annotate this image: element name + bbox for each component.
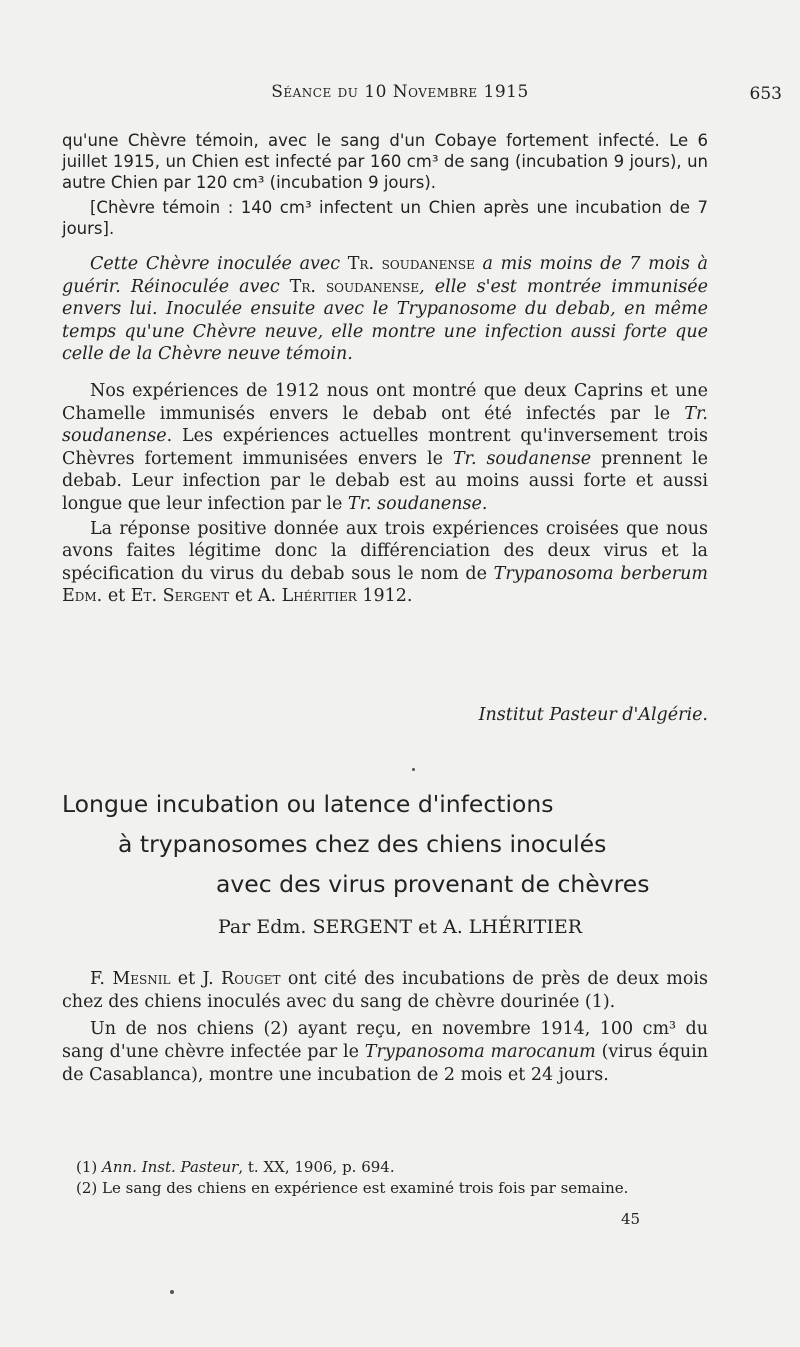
text: La réponse positive donnée aux trois expériences croisées que nous avons faites légitime donc la différenciation des deux virus et la spécification du virus du debab sous le nom de	[62, 518, 708, 584]
species-name: Tr. soudanense	[289, 276, 420, 297]
sheet-number: 45	[621, 1210, 641, 1228]
footnotes	[76, 1157, 706, 1199]
top-text-block	[62, 130, 708, 608]
text: ont cité des incubations de près de deux mois chez des chiens inoculés avec du sang de chèvre dourinée (1).	[62, 969, 709, 1012]
text: F.	[90, 969, 113, 989]
article-paragraph	[62, 968, 708, 1014]
italic-text: Cette Chèvre inoculée avec	[90, 254, 348, 274]
footnote-2: (2) Le sang des chiens en expérience est examiné trois fois par semaine.	[76, 1179, 629, 1197]
paragraph-conclusion	[62, 518, 708, 608]
article-byline: Par Edm. SERGENT et A. LHÉRITIER	[217, 916, 583, 938]
text: Nos expériences de 1912 nous ont montré que deux Caprins et une Chamelle immunisés envers le debab ont été infectés par le	[62, 380, 708, 424]
text: , t. XX, 1906, p. 694.	[238, 1158, 395, 1176]
species-name: Tr. soudanense	[452, 448, 592, 469]
text: prennent le debab. Leur infection par le debab est au moins aussi forte et aussi longue que leur infection par le	[62, 448, 708, 514]
text: 1912.	[356, 586, 413, 607]
paragraph-control-goat: [Chèvre témoin : 140 cm³ infectent un Chien après une incubation de 7 jours].	[62, 198, 708, 238]
article-title-line: Longue incubation ou latence d'infections	[62, 790, 554, 818]
article-paragraph	[62, 1018, 708, 1087]
author-name: Et. Sergent	[130, 586, 230, 607]
text: et J.	[170, 969, 222, 989]
italic-summary-paragraph	[62, 253, 708, 366]
text: et A.	[229, 586, 282, 607]
print-speck	[170, 1290, 174, 1294]
footnote-1	[76, 1157, 706, 1178]
italic-text: a mis moins de 7 mois à guérir. Réinoculée avec	[62, 254, 708, 297]
species-name: Trypanosoma berberum	[493, 563, 708, 584]
text: (virus équin de Casablanca), montre une incubation de 2 mois et 24 jours.	[62, 1042, 708, 1085]
text: .	[481, 493, 488, 514]
author-name: Rouget	[221, 969, 281, 989]
running-header: Séance du 10 Novembre 1915	[271, 82, 529, 102]
page-number: 653	[749, 84, 782, 104]
article-body	[62, 968, 708, 1087]
paragraph-continued: qu'une Chèvre témoin, avec le sang d'un Cobaye fortement infecté. Le 6 juillet 1915, un Chien est infecté par 160 cm³ de sang (incubation 9 jours), un autre Chien par 120 cm³ (incubation 9 jours).	[62, 131, 708, 192]
author-name: Mesnil	[112, 969, 171, 989]
text: . Les expériences actuelles montrent qu'inversement trois Chèvres fortement immunisées envers le	[62, 426, 708, 469]
article-title	[0, 784, 800, 904]
text: et	[102, 586, 131, 607]
species-name: Tr. soudanense	[347, 493, 482, 514]
article-title-line: avec des virus provenant de chèvres	[216, 870, 650, 898]
species-name: Trypanosoma marocanum	[364, 1042, 596, 1062]
text: (1)	[76, 1158, 103, 1176]
journal-title: Ann. Inst. Pasteur	[102, 1158, 239, 1176]
italic-text: , elle s'est montrée immunisée envers lui. Inoculée ensuite avec le Trypanosome du debab, en même temps qu'une Chèvre neuve, elle montre une infection aussi forte que celle de la Chèvre neuve témoin.	[62, 276, 708, 365]
author-name: Edm.	[62, 586, 103, 607]
paragraph-experiments	[62, 380, 708, 516]
article-title-line: à trypanosomes chez des chiens inoculés	[118, 830, 607, 858]
text: Un de nos chiens (2) ayant reçu, en novembre 1914, 100 cm³ du sang d'une chèvre infectée par le	[62, 1019, 708, 1062]
species-name: Tr. soudanense	[62, 403, 708, 447]
institution-signature: Institut Pasteur d'Algérie.	[478, 705, 708, 725]
print-speck	[412, 768, 415, 771]
species-name: Tr. soudanense	[347, 254, 475, 274]
author-name: Lhéritier	[281, 586, 357, 607]
